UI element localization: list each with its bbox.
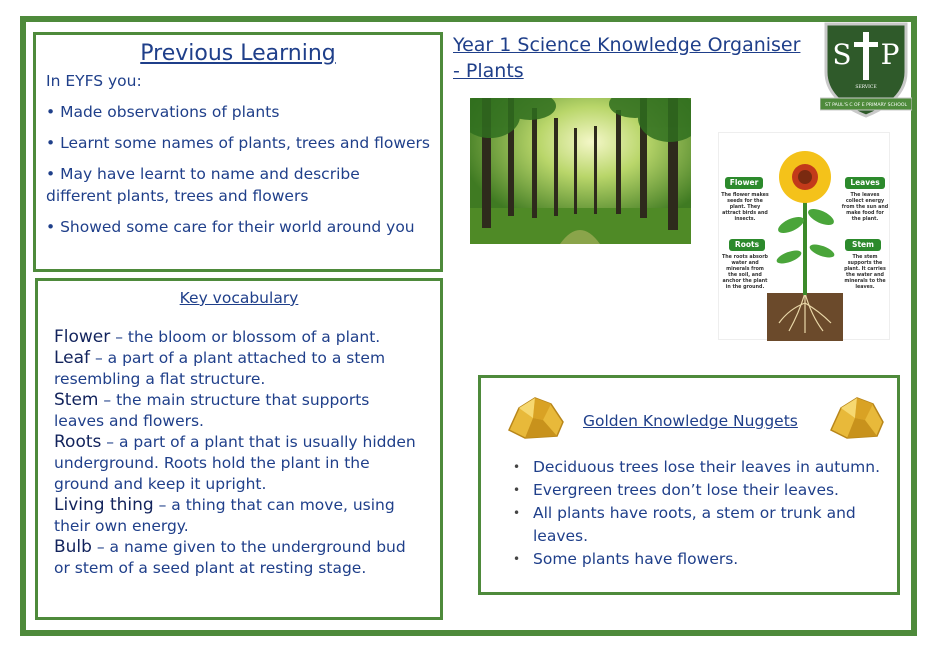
list-item: • Evergreen trees don’t lose their leaves. xyxy=(513,479,883,502)
vocab-term: Bulb xyxy=(54,537,92,557)
list-item: • May have learnt to name and describe different plants, trees and flowers xyxy=(46,163,430,207)
page-title: Year 1 Science Knowledge Organiser - Plants xyxy=(453,34,801,82)
vocab-entry xyxy=(54,432,424,495)
crest-motto: SERVICE xyxy=(855,85,877,90)
diagram-label-flower: Flower xyxy=(725,177,763,189)
vocab-definition: – the main structure that supports leaves and flowers. xyxy=(54,391,370,430)
list-item: • Some plants have flowers. xyxy=(513,548,883,571)
diagram-label-leaves: Leaves xyxy=(845,177,885,189)
key-vocabulary-panel xyxy=(35,278,443,620)
list-item: • Deciduous trees lose their leaves in autumn. xyxy=(513,456,883,479)
vocab-entry xyxy=(54,348,424,390)
golden-nuggets-panel xyxy=(478,375,900,595)
list-item: • Learnt some names of plants, trees and flowers xyxy=(46,132,430,154)
vocab-entry xyxy=(54,495,424,537)
vocab-definition: – a thing that can move, using their own energy. xyxy=(54,496,395,535)
gold-nugget-icon xyxy=(505,390,569,442)
golden-nuggets-header xyxy=(495,386,883,442)
previous-learning-intro: In EYFS you: xyxy=(46,72,142,90)
vocab-term: Stem xyxy=(54,390,99,410)
list-item: • Made observations of plants xyxy=(46,101,430,123)
golden-nuggets-title: Golden Knowledge Nuggets xyxy=(583,412,798,430)
diagram-desc-flower: The flower makes seeds for the plant. They attract birds and insects. xyxy=(721,193,769,222)
vocab-definition: – a part of a plant that is usually hidden underground. Roots hold the plant in the ground and keep it upright. xyxy=(54,433,416,493)
sunflower-illustration xyxy=(719,133,891,341)
sunflower-diagram xyxy=(718,132,890,340)
diagram-label-roots: Roots xyxy=(729,239,765,251)
vocab-definition: – a name given to the underground bud or stem of a seed plant at resting stage. xyxy=(54,538,406,577)
gold-nugget-icon xyxy=(825,392,889,442)
vocab-entry xyxy=(54,327,424,348)
previous-learning-title: Previous Learning xyxy=(140,41,336,66)
diagram-label-stem: Stem xyxy=(845,239,881,251)
crest-letter-s: S xyxy=(832,38,852,71)
vocab-term: Roots xyxy=(54,432,102,452)
crest-school-name: ST PAUL'S C OF E PRIMARY SCHOOL xyxy=(824,103,908,108)
vocab-definition: – a part of a plant attached to a stem resembling a flat structure. xyxy=(54,349,386,388)
diagram-desc-leaves: The leaves collect energy from the sun and make food for the plant. xyxy=(841,193,889,222)
vocab-entry xyxy=(54,537,424,579)
diagram-desc-roots: The roots absorb water and minerals from the soil, and anchor the plant in the ground. xyxy=(721,255,768,290)
vocab-term: Living thing xyxy=(54,495,154,515)
list-item: • All plants have roots, a stem or trunk and leaves. xyxy=(513,502,883,548)
forest-image xyxy=(470,98,691,244)
school-crest-logo xyxy=(820,20,912,120)
key-vocabulary-title: Key vocabulary xyxy=(179,289,299,307)
diagram-desc-stem: The stem supports the plant. It carries the water and minerals to the leaves. xyxy=(844,255,886,290)
vocab-definition: – the bloom or blossom of a plant. xyxy=(110,328,381,346)
crest-letter-p: P xyxy=(880,38,900,71)
list-item: • Showed some care for their world around you xyxy=(46,216,430,238)
vocab-entry xyxy=(54,390,424,432)
previous-learning-panel xyxy=(33,32,443,272)
golden-nuggets-list xyxy=(495,456,883,571)
previous-learning-list xyxy=(46,101,430,238)
vocab-term: Leaf xyxy=(54,348,91,368)
vocab-term: Flower xyxy=(54,327,111,347)
